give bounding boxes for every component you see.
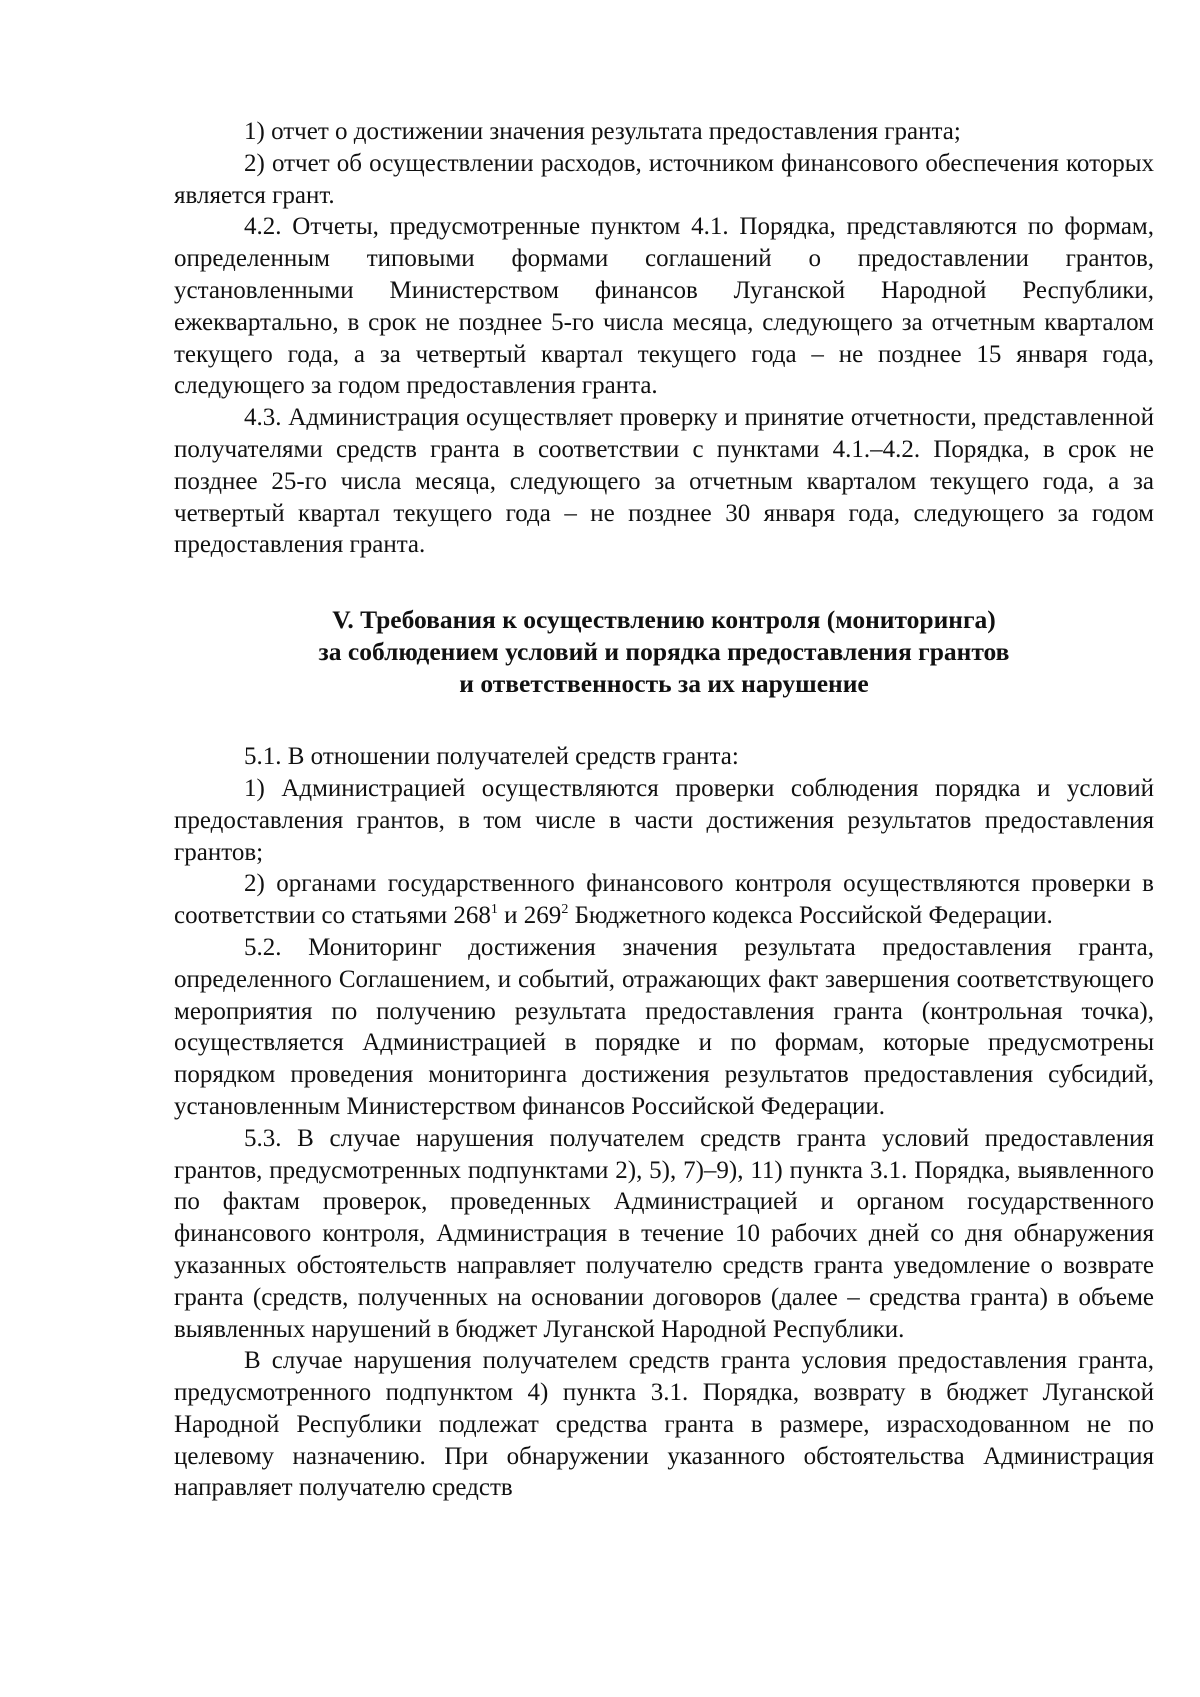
paragraph-5-1: 5.1. В отношении получателей средств гранта: <box>244 743 739 771</box>
paragraph-5-1-item-1: 1) Администрацией осуществляются проверки соблюдения порядка и условий предоставления грантов, в том числе в части достижения результатов предоставления грантов; <box>174 774 1154 866</box>
section-heading-line-2: за соблюдением условий и порядка предоставления грантов <box>318 637 1010 667</box>
section-heading-line-3: и ответственность за их нарушение <box>459 669 869 699</box>
paragraph-5-3: 5.3. В случае нарушения получателем средств гранта условий предоставления грантов, предусмотренных подпунктами 2), 5), 7)–9), 11) пункта 3.1. Порядка, выявленного по фактам проверок, проведенных Администрацией и органом государственного финансового контроля, Администрация в течение 10 рабочих дней со дня обнаружения указанных обстоятельств направляет получателю средств гранта уведомление о возврате гранта (средств, полученных на основании договоров (далее – средства гранта) в объеме выявленных нарушений в бюджет Луганской Народной Республики. <box>174 1124 1154 1343</box>
paragraph-report-1: 1) отчет о достижении значения результата предоставления гранта; <box>244 118 961 145</box>
paragraph-5-1-item-2-middle: и 269 <box>497 902 562 930</box>
section-heading <box>174 604 1154 700</box>
superscript-1: 1 <box>490 902 498 918</box>
superscript-2: 2 <box>561 902 569 918</box>
paragraph-4-2: 4.2. Отчеты, предусмотренные пунктом 4.1. Порядка, представляются по формам, определенным типовыми формами соглашений о предоставлении грантов, установленными Министерством финансов Луганской Народной Республики, ежеквартально, в срок не позднее 5-го числа месяца, следующего за отчетным кварталом текущего года, а за четвертый квартал текущего года – не позднее 15 января года, следующего за годом предоставления гранта. <box>174 213 1154 400</box>
paragraph-report-2: 2) отчет об осуществлении расходов, источником финансового обеспечения которых является грант. <box>174 149 1154 209</box>
paragraph-4-3: 4.3. Администрация осуществляет проверку и принятие отчетности, представленной получателями средств гранта в соответствии с пунктами 4.1.–4.2. Порядка, в срок не позднее 25-го числа месяца, следующего за отчетным кварталом текущего года, а за четвертый квартал текущего года – не позднее 30 января года, следующего за годом предоставления гранта. <box>174 404 1154 559</box>
paragraph-5-1-item-2-text: 2) органами государственного финансового контроля осуществляются проверки в соответствии со статьями 268 <box>174 870 1154 930</box>
paragraph-5-1-item-2 <box>174 868 1154 932</box>
section-heading-line-1: V. Требования к осуществлению контроля (мониторинга) <box>332 605 996 635</box>
paragraph-5-2: 5.2. Мониторинг достижения значения результата предоставления гранта, определенного Соглашением, и событий, отражающих факт завершения соответствующего мероприятия по получению результата предоставления гранта (контрольная точка), осуществляется Администрацией в порядке и по формам, которые предусмотрены порядком проведения мониторинга достижения результатов предоставления субсидий, установленным Министерством финансов Российской Федерации. <box>174 933 1154 1120</box>
document-page <box>174 116 1154 1504</box>
paragraph-5-3-continued: В случае нарушения получателем средств гранта условия предоставления гранта, предусмотренного подпунктом 4) пункта 3.1. Порядка, возврату в бюджет Луганской Народной Республики подлежат средства гранта в размере, израсходованном не по целевому назначению. При обнаружении указанного обстоятельства Администрация направляет получателю средств <box>174 1347 1154 1502</box>
paragraph-5-1-item-2-end: Бюджетного кодекса Российской Федерации. <box>568 902 1053 930</box>
